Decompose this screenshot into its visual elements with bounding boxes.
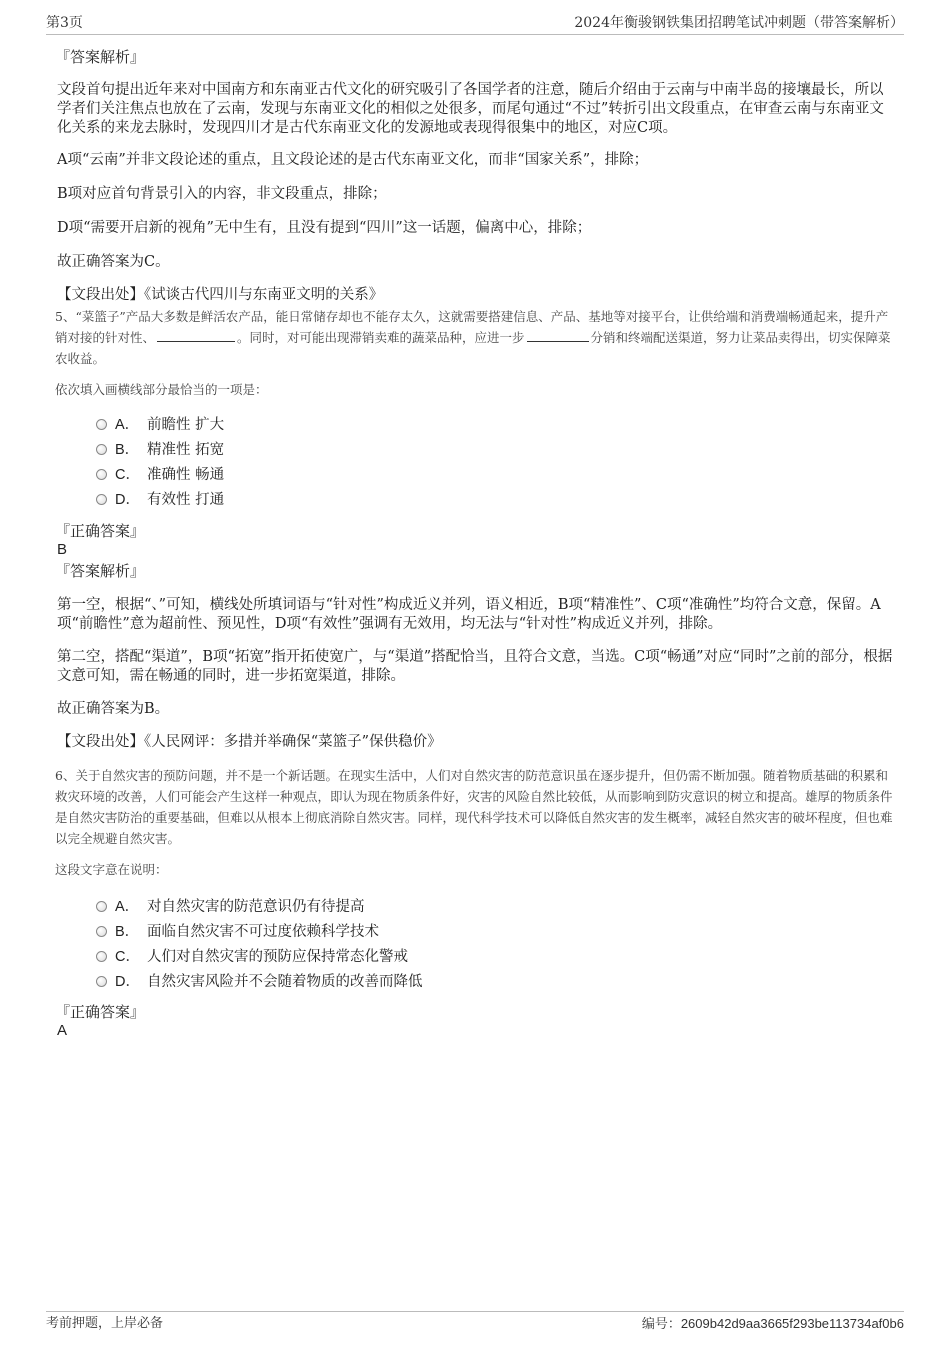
- q6-option-d[interactable]: D． 自然灾害风险并不会随着物质的改善而降低: [96, 973, 423, 998]
- q6-option-c[interactable]: C． 人们对自然灾害的预防应保持常态化警戒: [96, 948, 423, 973]
- q5-analysis-paragraph-1: 第一空，根据“、”可知，横线处所填词语与“针对性”构成近义并列，语义相近，B项“精准性”、C项“准确性”均符合文意，保留。A项“前瞻性”意为超前性、预见性，D项“有效性”强调有无效用，均无法与“针对性”构成近义并列，排除。: [57, 597, 881, 632]
- q5-analysis-paragraph-2: 第二空，搭配“渠道”，B项“拓宽”指开拓使宽广，与“渠道”搭配恰当，且符合文意，当选。C项“畅通”对应“同时”之前的部分，根据文意可知，需在畅通的同时，进一步拓宽渠道，排除。: [57, 649, 893, 684]
- q4-analysis-option-a: A项“云南”并非文段论述的重点，且文段论述的是古代东南亚文化，而非“国家关系”，排除；: [57, 152, 649, 168]
- q5-answer-label: 『正确答案』: [55, 522, 146, 540]
- radio-icon[interactable]: [96, 419, 107, 430]
- q5-option-c[interactable]: C． 准确性 畅通: [96, 466, 224, 491]
- q4-analysis-paragraph: 文段首句提出近年来对中国南方和东南亚古代文化的研究吸引了各国学者的注意，随后介绍由于云南与中南半岛的接壤最长，所以学者们关注焦点也放在了云南，发现与东南亚文化的相似之处很多，而尾句通过“不过”转折引出文段重点，在审查云南与东南亚文化关系的来龙去脉时，发现四川才是古代东南亚文化的发源地或表现得很集中的地区，对应C项。: [57, 82, 884, 136]
- radio-icon[interactable]: [96, 951, 107, 962]
- radio-icon[interactable]: [96, 444, 107, 455]
- radio-icon[interactable]: [96, 926, 107, 937]
- q6-options: [96, 898, 423, 998]
- q5-text-part1: 5、“菜篮子”产品大多数是鲜活农产品，能日常储存却也不能存太久，这就需要搭建信息、产品、基地等对接平台，让供给端和消费端畅通起来，提升产销对接的针对性、: [55, 309, 889, 345]
- radio-icon[interactable]: [96, 469, 107, 480]
- q5-prompt: 依次填入画横线部分最恰当的一项是：: [55, 382, 268, 397]
- footer-slogan: 考前押题，上岸必备: [46, 1316, 164, 1331]
- q5-option-a[interactable]: A． 前瞻性 扩大: [96, 416, 224, 441]
- q6-answer-label: 『正确答案』: [55, 1003, 146, 1021]
- radio-icon[interactable]: [96, 901, 107, 912]
- q5-blank-2: [527, 329, 589, 342]
- q5-answer: B: [57, 541, 68, 558]
- q4-analysis-option-d: D项“需要开启新的视角”无中生有，且没有提到“四川”这一话题，偏离中心，排除；: [57, 220, 592, 236]
- q5-option-d[interactable]: D． 有效性 打通: [96, 491, 224, 516]
- radio-icon[interactable]: [96, 494, 107, 505]
- document-title: 2024年衡骏钢铁集团招聘笔试冲刺题（带答案解析）: [574, 15, 904, 31]
- q6-answer: A: [57, 1022, 68, 1039]
- q5-text-part3: 分销和终端配送渠道，努力让菜品卖得出，切实保障菜农收益。: [55, 330, 891, 366]
- q5-options: [96, 416, 224, 516]
- document-id-value: 2609b42d9aa3665f293be113734af0b6: [680, 1316, 904, 1331]
- radio-icon[interactable]: [96, 976, 107, 987]
- page-footer: [46, 1311, 904, 1336]
- document-id-label: 编号：: [641, 1317, 681, 1332]
- page-header: [46, 14, 904, 35]
- document-id: [642, 1314, 904, 1335]
- q5-blank-1: [157, 329, 235, 342]
- q4-conclusion: 故正确答案为C。: [57, 254, 170, 270]
- q5-source: 【文段出处】《人民网评：多措并举确保“菜篮子”保供稳价》: [57, 734, 442, 750]
- q6-prompt: 这段文字意在说明：: [55, 862, 168, 877]
- page-number: 第3页: [46, 15, 83, 31]
- q6-question-text: 6、关于自然灾害的预防问题，并不是一个新话题。在现实生活中，人们对自然灾害的防范意识虽在逐步提升，但仍需不断加强。随着物质基础的积累和救灾环境的改善，人们可能会产生这样一种观点，即认为现在物质条件好，灾害的风险自然比较低，从而影响到防灾意识的树立和提高。雄厚的物质条件是自然灾害防治的重要基础，但难以从根本上彻底消除自然灾害。同样，现代科学技术可以降低自然灾害的发生概率，减轻自然灾害的破坏程度，但也难以完全规避自然灾害。: [55, 768, 893, 846]
- q5-option-b[interactable]: B． 精准性 拓宽: [96, 441, 224, 466]
- q4-analysis-label: 『答案解析』: [55, 48, 146, 66]
- q5-question-text: [55, 306, 894, 369]
- q6-option-b[interactable]: B． 面临自然灾害不可过度依赖科学技术: [96, 923, 423, 948]
- q5-conclusion: 故正确答案为B。: [57, 701, 170, 717]
- q5-text-part2: 。同时，对可能出现滞销卖难的蔬菜品种，应进一步: [237, 330, 525, 345]
- q4-analysis-option-b: B项对应首句背景引入的内容，非文段重点，排除；: [57, 186, 387, 202]
- q6-option-a[interactable]: A． 对自然灾害的防范意识仍有待提高: [96, 898, 423, 923]
- q5-analysis-label: 『答案解析』: [55, 562, 146, 580]
- q4-source: 【文段出处】《试谈古代四川与东南亚文明的关系》: [57, 287, 384, 303]
